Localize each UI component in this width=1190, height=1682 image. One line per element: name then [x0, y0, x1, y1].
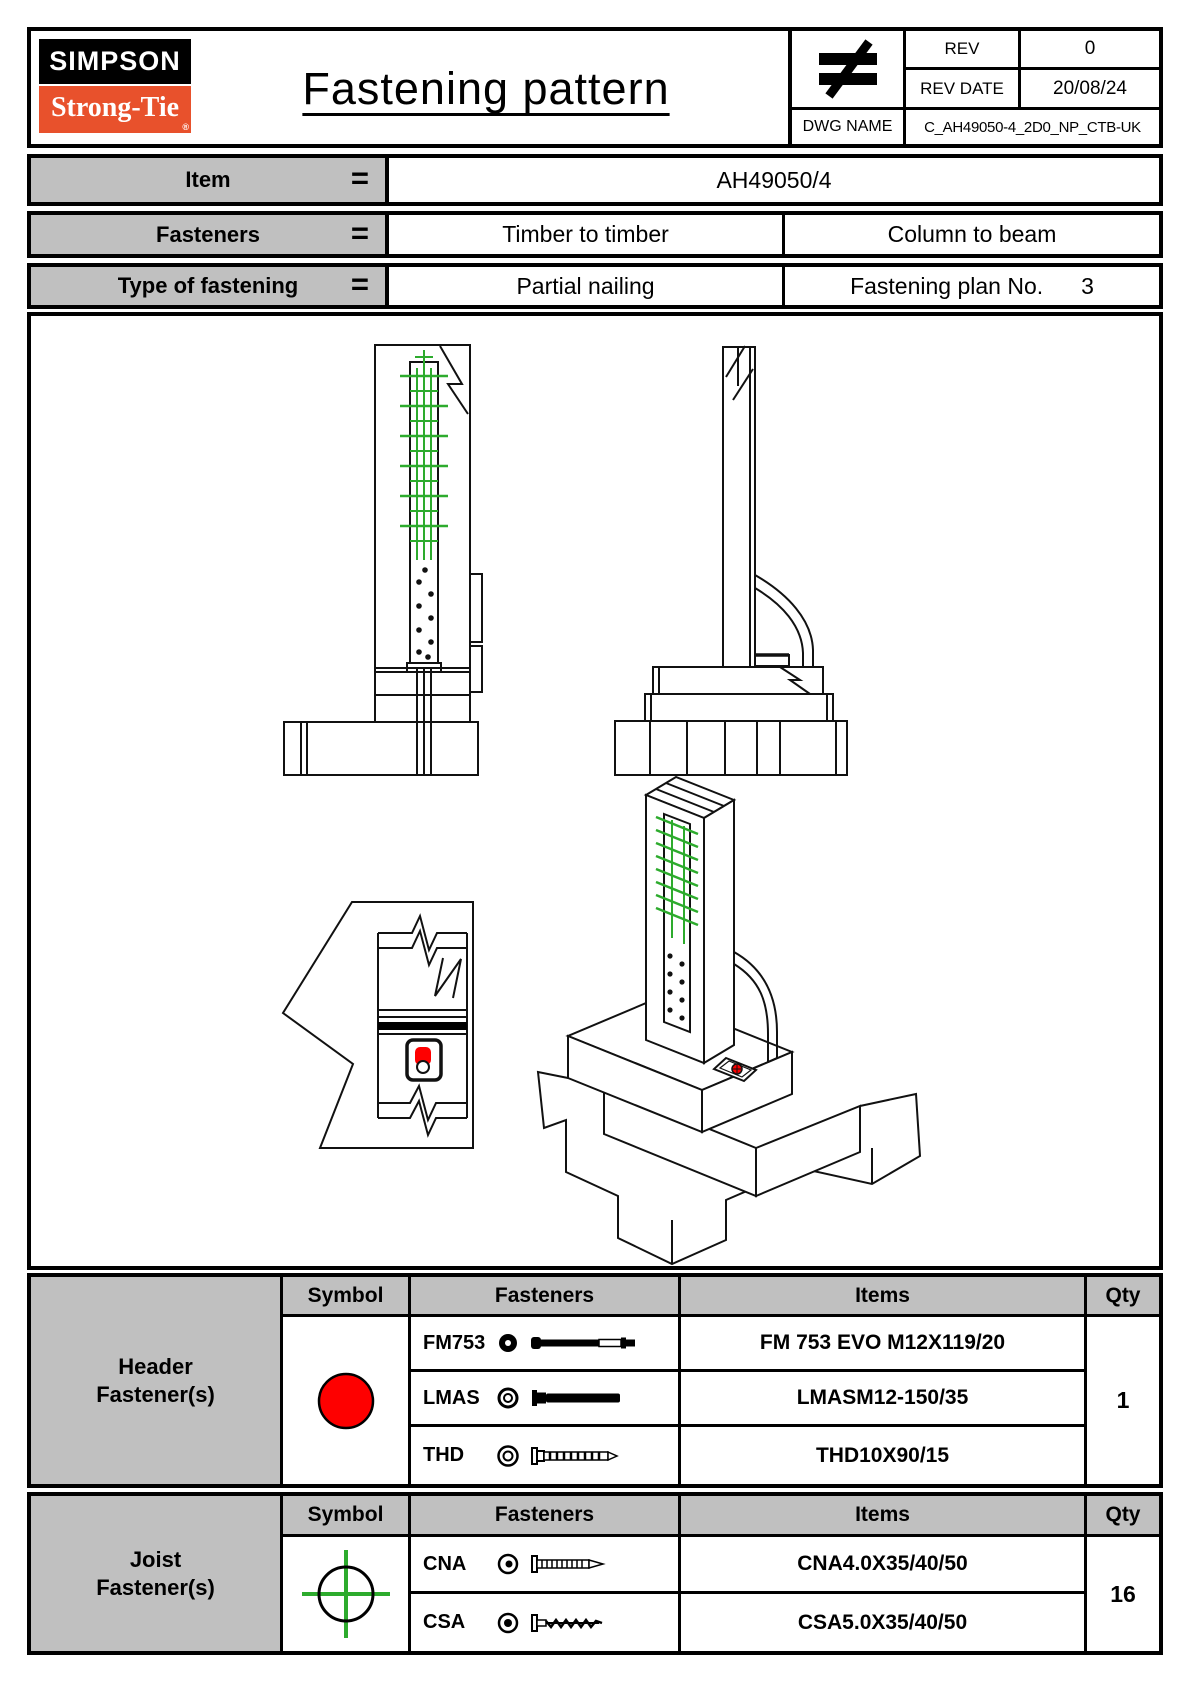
dwg-name-value: C_AH49050-4_2D0_NP_CTB-UK [924, 118, 1141, 136]
item-row [27, 154, 1163, 206]
fasteners-value-right: Column to beam [887, 221, 1057, 247]
fastening-plan-number: 3 [1081, 272, 1094, 299]
header-fastener-symbol-cell [283, 1317, 411, 1484]
thd-head-icon [496, 1444, 520, 1468]
type-value: Partial nailing [389, 267, 785, 305]
header-fastener-marker [407, 1040, 441, 1080]
title-block [27, 27, 1163, 148]
drawing-area [27, 312, 1163, 1270]
item-label: Item [185, 167, 231, 192]
red-circle-icon [313, 1368, 379, 1434]
lmas-bolt-icon [529, 1386, 629, 1410]
column-header-qty: Qty [1087, 1277, 1159, 1317]
type-label: Type of fastening [117, 273, 299, 298]
fasteners-row [27, 211, 1163, 258]
joist-fastener-table [27, 1492, 1163, 1655]
cna-nail-icon [529, 1552, 633, 1576]
header-fastener-table [27, 1273, 1163, 1488]
green-crosshair-icon [298, 1546, 394, 1642]
lmas-head-icon [496, 1386, 520, 1410]
csa-screw-icon [529, 1611, 633, 1635]
rev-date-value: 20/08/24 [1021, 70, 1159, 110]
fastener-code: FM753 [423, 1331, 486, 1354]
item-lmas: LMASM12-150/35 [681, 1372, 1087, 1427]
rev-date-label: REV DATE [906, 70, 1021, 110]
header-fastener-group-label: Header Fastener(s) [31, 1277, 283, 1484]
type-of-fastening-row [27, 263, 1163, 309]
logo-strongtie [39, 86, 191, 133]
strap-edge-section [378, 1022, 467, 1030]
fasteners-label-cell [31, 215, 389, 254]
cna-head-icon [496, 1552, 520, 1576]
fastener-code: CSA [423, 1611, 466, 1633]
column-header-fasteners: Fasteners [411, 1277, 681, 1317]
fastener-row-cna [411, 1537, 681, 1594]
header-fastener-qty: 1 [1087, 1317, 1159, 1484]
item-fm753: FM 753 EVO M12X119/20 [681, 1317, 1087, 1372]
fastening-plan-cell [785, 267, 1159, 305]
column-header-qty: Qty [1087, 1496, 1159, 1537]
front-view [284, 345, 482, 775]
isometric-view [538, 777, 920, 1264]
rev-value: 0 [1021, 31, 1159, 70]
thd-screw-icon [529, 1444, 633, 1468]
fasteners-value-left: Timber to timber [389, 215, 785, 254]
column-header-symbol: Symbol [283, 1277, 411, 1317]
side-view [615, 346, 847, 775]
item-thd: THD10X90/15 [681, 1427, 1087, 1484]
fastener-row-thd [411, 1427, 681, 1484]
simpson-strongtie-logo [39, 39, 191, 133]
equals-sign: = [350, 160, 369, 196]
detail-view [283, 902, 473, 1148]
fastener-row-fm753 [411, 1317, 681, 1372]
csa-head-icon [496, 1611, 520, 1635]
joist-fastener-symbol-cell [283, 1537, 411, 1651]
fastener-code: THD [423, 1444, 465, 1466]
fastener-code: LMAS [423, 1386, 480, 1409]
column-header-items: Items [681, 1277, 1087, 1317]
fm753-bolt-icon [529, 1331, 641, 1355]
column-header-fasteners: Fasteners [411, 1496, 681, 1537]
column-header-items: Items [681, 1496, 1087, 1537]
joist-fastener-qty: 16 [1087, 1537, 1159, 1651]
rev-label: REV [906, 31, 1021, 70]
technical-drawing [31, 316, 1159, 1266]
fastener-code: CNA [423, 1552, 467, 1575]
dwg-name-label: DWG NAME [792, 110, 906, 144]
fastening-plan-label: Fastening plan No. [850, 272, 1044, 299]
projection-symbol-cell [792, 31, 906, 110]
logo-simpson: SIMPSON [39, 39, 191, 84]
type-label-cell [31, 267, 389, 305]
item-value: AH49050/4 [716, 166, 832, 193]
fastener-row-csa [411, 1594, 681, 1651]
item-label-cell [31, 158, 389, 202]
equals-sign: = [350, 215, 369, 251]
item-csa: CSA5.0X35/40/50 [681, 1594, 1087, 1651]
not-equal-icon [809, 39, 887, 99]
logo-strongtie-text: Strong-Tie [50, 92, 180, 123]
column-header-symbol: Symbol [283, 1496, 411, 1537]
item-cna: CNA4.0X35/40/50 [681, 1537, 1087, 1594]
fasteners-label: Fasteners [156, 221, 260, 247]
equals-sign: = [350, 266, 369, 302]
registered-mark: ® [182, 122, 189, 132]
revision-table [788, 31, 1159, 144]
fastener-row-lmas [411, 1372, 681, 1427]
fm753-head-icon [496, 1331, 520, 1355]
page-title: Fastening pattern [302, 63, 670, 114]
joist-fastener-group-label: Joist Fastener(s) [31, 1496, 283, 1651]
